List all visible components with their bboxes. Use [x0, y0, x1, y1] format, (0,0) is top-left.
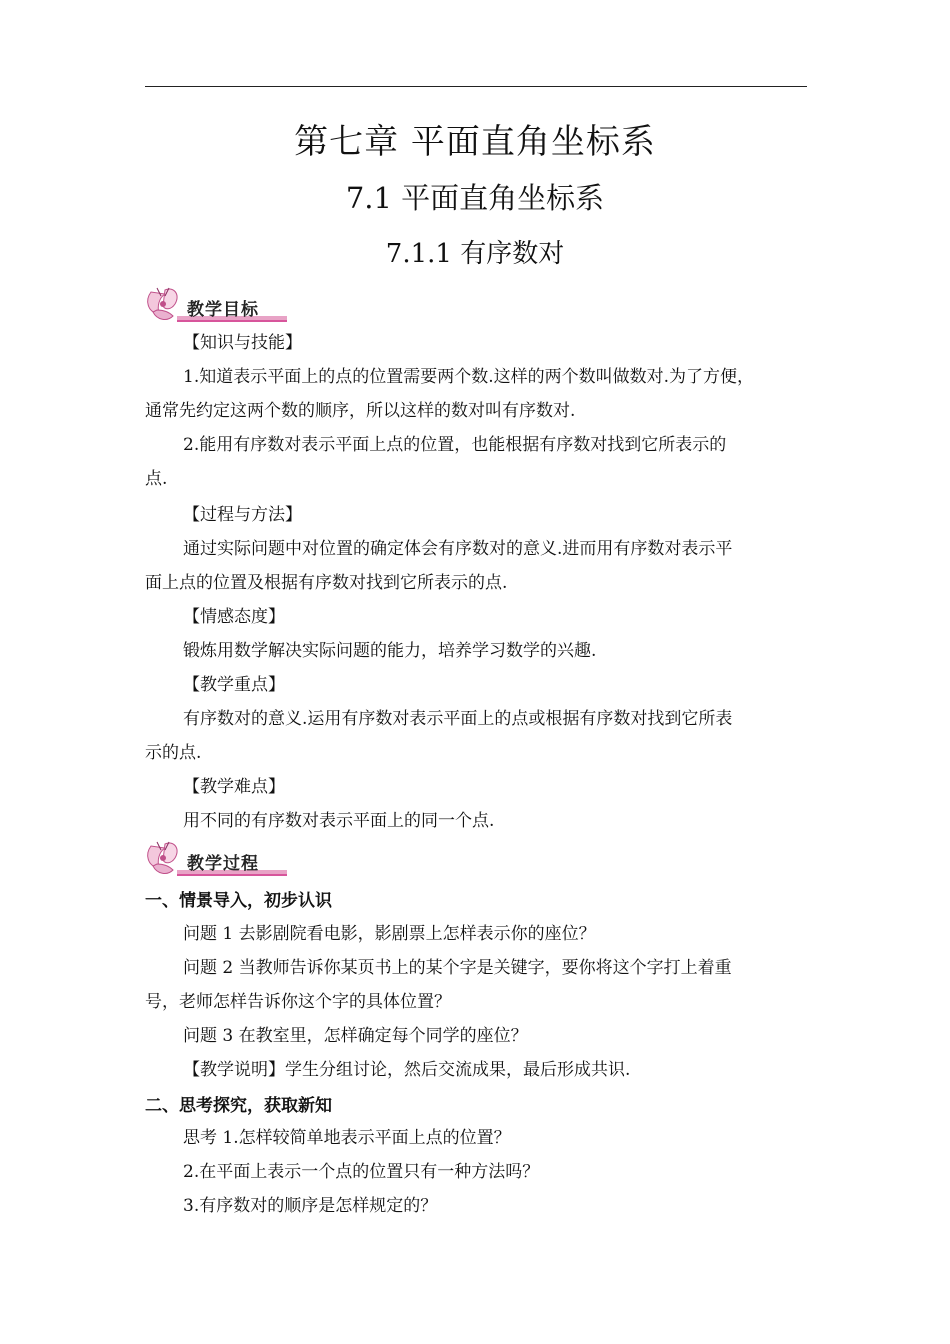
knowledge-item-2-line-2: 点.: [145, 469, 168, 489]
knowledge-item-1-line-2: 通常先约定这两个数的顺序，所以这样的数对叫有序数对.: [145, 401, 576, 421]
part-1-heading: 一、情景导入，初步认识: [145, 891, 332, 911]
knowledge-heading: 【知识与技能】: [183, 333, 302, 353]
key-point-line-1: 有序数对的意义.运用有序数对表示平面上的点或根据有序数对找到它所表: [183, 709, 733, 729]
key-point-line-2: 示的点.: [145, 743, 202, 763]
header-rule: [145, 86, 807, 87]
difficulty-heading: 【教学难点】: [183, 777, 285, 797]
subsection-title: 7.1.1 有序数对: [385, 239, 565, 269]
key-point-heading: 【教学重点】: [183, 675, 285, 695]
think-question-1: 思考 1.怎样较简单地表示平面上点的位置？: [183, 1128, 511, 1148]
part-2-heading: 二、思考探究，获取新知: [145, 1096, 332, 1116]
goals-banner: [143, 286, 289, 328]
chapter-title: 第七章 平面直角坐标系: [294, 122, 656, 162]
think-question-3: 3.有序数对的顺序是怎样规定的？: [183, 1196, 438, 1216]
teaching-note: 【教学说明】学生分组讨论，然后交流成果，最后形成共识.: [183, 1060, 631, 1080]
attitude-text: 锻炼用数学解决实际问题的能力，培养学习数学的兴趣.: [183, 641, 597, 661]
knowledge-item-1-line-1: 1.知道表示平面上的点的位置需要两个数.这样的两个数叫做数对.为了方便，: [183, 367, 755, 387]
attitude-heading: 【情感态度】: [183, 607, 285, 627]
question-3: 问题 3 在教室里，怎样确定每个同学的座位？: [183, 1026, 528, 1046]
method-line-2: 面上点的位置及根据有序数对找到它所表示的点.: [145, 573, 508, 593]
method-heading: 【过程与方法】: [183, 505, 302, 525]
method-line-1: 通过实际问题中对位置的确定体会有序数对的意义.进而用有序数对表示平: [183, 539, 733, 559]
question-2-line-1: 问题 2 当教师告诉你某页书上的某个字是关键字，要你将这个字打上着重: [183, 958, 732, 978]
section-title: 7.1 平面直角坐标系: [345, 181, 605, 215]
process-banner: [143, 840, 289, 882]
question-2-line-2: 号，老师怎样告诉你这个字的具体位置？: [145, 992, 451, 1012]
think-question-2: 2.在平面上表示一个点的位置只有一种方法吗？: [183, 1162, 540, 1182]
goals-banner-label: 教学目标: [187, 300, 259, 320]
process-banner-label: 教学过程: [187, 854, 259, 874]
difficulty-text: 用不同的有序数对表示平面上的同一个点.: [183, 811, 495, 831]
question-1: 问题 1 去影剧院看电影，影剧票上怎样表示你的座位？: [183, 924, 596, 944]
knowledge-item-2-line-1: 2.能用有序数对表示平面上点的位置，也能根据有序数对找到它所表示的: [183, 435, 727, 455]
